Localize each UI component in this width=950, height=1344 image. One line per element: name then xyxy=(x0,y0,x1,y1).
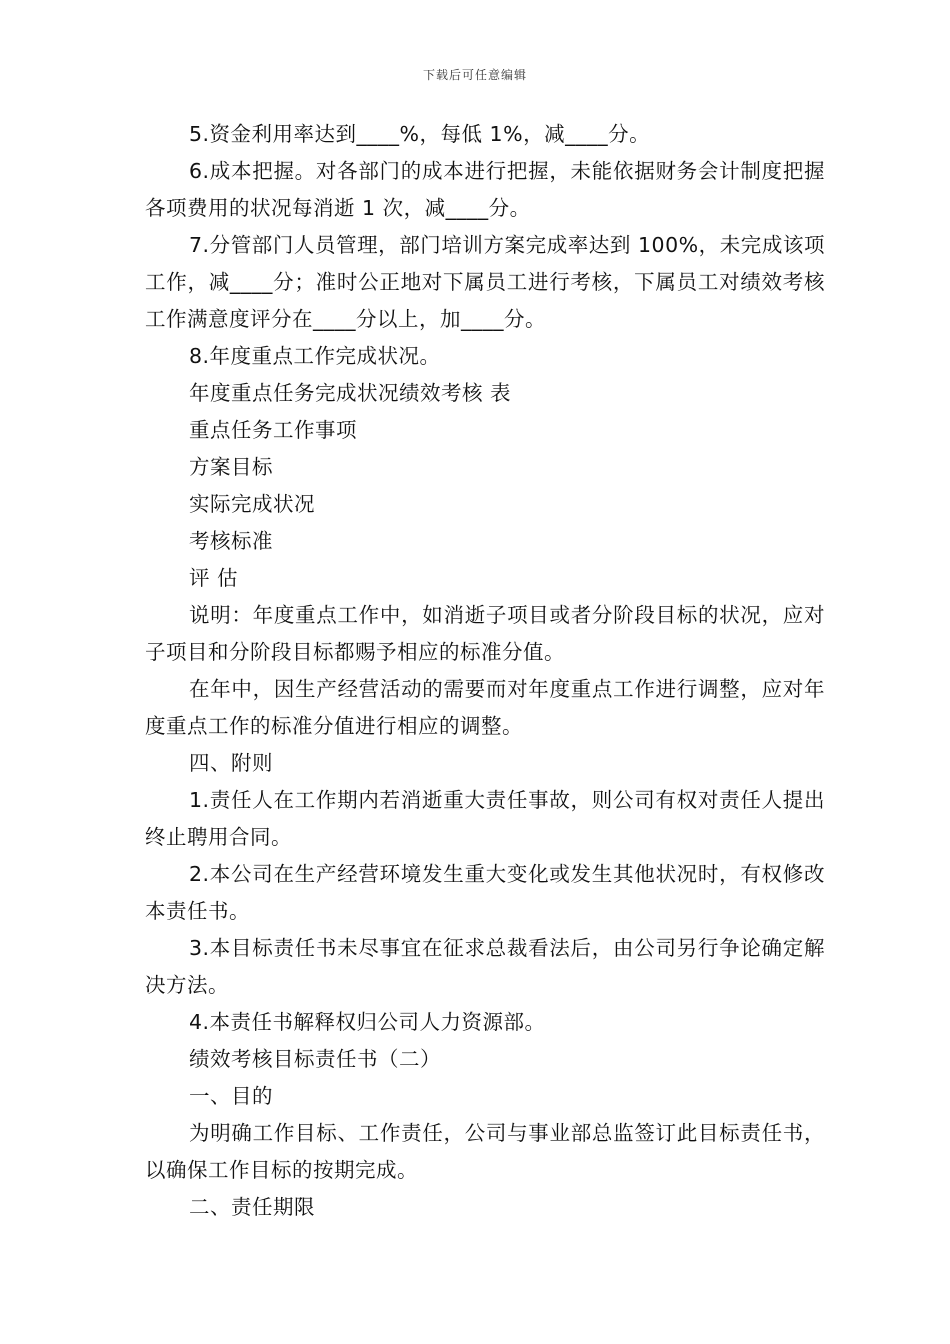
paragraph-appendix-2: 2.本公司在生产经营环境发生重大变化或发生其他状况时，有权修改本责任书。 xyxy=(145,862,825,923)
paragraph-appendix-1: 1.责任人在工作期内若消逝重大责任事故，则公司有权对责任人提出终止聘用合同。 xyxy=(145,788,825,849)
table-title: 年度重点任务完成状况绩效考核 表 xyxy=(189,381,512,405)
table-column-actual-status: 实际完成状况 xyxy=(189,492,315,516)
section-heading-purpose: 一、目的 xyxy=(189,1084,273,1108)
paragraph-cost-control: 6.成本把握。对各部门的成本进行把握，未能依据财务会计制度把握各项费用的状况每消逝 1 次，减____分。 xyxy=(145,159,825,220)
document-title-part-two: 绩效考核目标责任书（二） xyxy=(189,1047,441,1071)
paragraph-asset-utilization: 5.资金利用率达到____%，每低 1%，减____分。 xyxy=(189,122,651,146)
section-heading-term: 二、责任期限 xyxy=(189,1195,315,1219)
document-body xyxy=(145,116,825,1226)
paragraph-staff-management: 7.分管部门人员管理，部门培训方案完成率达到 100%，未完成该项工作，减____分；准时公正地对下属员工进行考核，下属员工对绩效考核工作满意度评分在____分以上，加____分。 xyxy=(145,233,825,331)
paragraph-appendix-3: 3.本目标责任书未尽事宜在征求总裁看法后，由公司另行争论确定解决方法。 xyxy=(145,936,825,997)
paragraph-midyear-adjustment: 在年中，因生产经营活动的需要而对年度重点工作进行调整，应对年度重点工作的标准分值进行相应的调整。 xyxy=(145,677,825,738)
paragraph-note: 说明：年度重点工作中，如消逝子项目或者分阶段目标的状况，应对子项目和分阶段目标都赐予相应的标准分值。 xyxy=(145,603,825,664)
paragraph-purpose: 为明确工作目标、工作责任，公司与事业部总监签订此目标责任书，以确保工作目标的按期完成。 xyxy=(145,1121,825,1182)
table-column-key-task: 重点任务工作事项 xyxy=(189,418,357,442)
paragraph-appendix-4: 4.本责任书解释权归公司人力资源部。 xyxy=(189,1010,546,1034)
page-header: 下载后可任意编辑 xyxy=(422,68,527,82)
table-column-evaluation: 评 估 xyxy=(189,566,239,590)
paragraph-annual-key-work: 8.年度重点工作完成状况。 xyxy=(189,344,441,368)
table-column-plan-target: 方案目标 xyxy=(189,455,273,479)
section-heading-appendix: 四、附则 xyxy=(189,751,273,775)
table-column-criteria: 考核标准 xyxy=(189,529,273,553)
